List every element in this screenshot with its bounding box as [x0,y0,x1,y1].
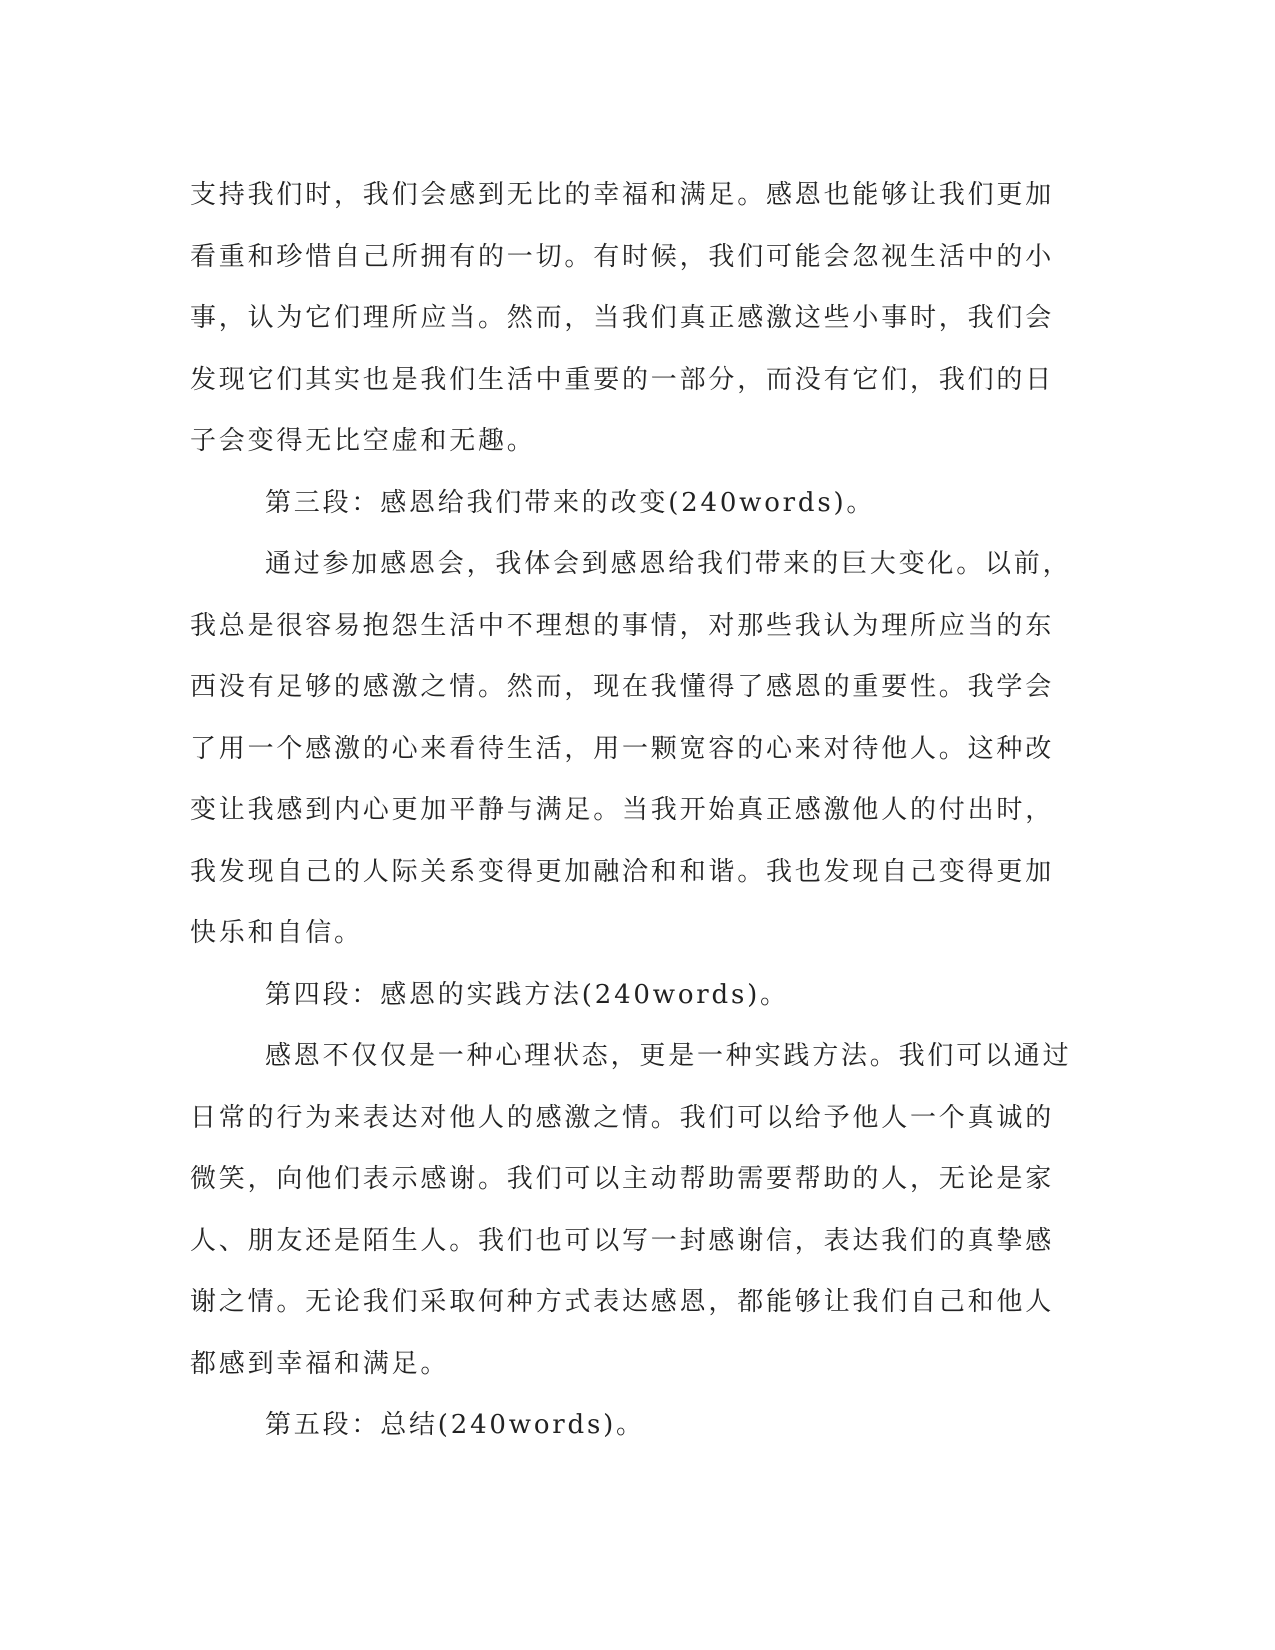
text-line: 谢之情。无论我们采取何种方式表达感恩，都能够让我们自己和他人 [190,1287,1055,1317]
text-line: 西没有足够的感激之情。然而，现在我懂得了感恩的重要性。我学会 [190,672,1055,702]
paragraph-section-3 [190,534,1070,965]
text-line: 支持我们时，我们会感到无比的幸福和满足。感恩也能够让我们更加 [190,180,1055,210]
text-line: 微笑，向他们表示感谢。我们可以主动帮助需要帮助的人，无论是家 [190,1164,1055,1194]
text-line: 事，认为它们理所应当。然而，当我们真正感激这些小事时，我们会 [190,303,1055,333]
text-line: 了用一个感激的心来看待生活，用一颗宽容的心来对待他人。这种改 [190,733,1055,764]
text-line: 看重和珍惜自己所拥有的一切。有时候，我们可能会忽视生活中的小 [190,241,1055,272]
section-heading-5 [190,1395,1070,1457]
text-line: 日常的行为来表达对他人的感激之情。我们可以给予他人一个真诚的 [190,1102,1055,1133]
paragraph-section-4 [190,1026,1070,1395]
text-line: 我总是很容易抱怨生活中不理想的事情，对那些我认为理所应当的东 [190,610,1055,641]
heading-text: 第五段：总结(240words)。 [265,1410,645,1440]
text-line: 通过参加感恩会，我体会到感恩给我们带来的巨大变化。以前， [265,549,1072,579]
document-page [190,165,1070,1457]
heading-text: 第三段：感恩给我们带来的改变(240words)。 [265,487,876,518]
text-line: 子会变得无比空虚和无趣。 [190,426,536,456]
paragraph-continued [190,165,1070,473]
heading-text: 第四段：感恩的实践方法(240words)。 [265,979,789,1010]
text-line: 变让我感到内心更加平静与满足。当我开始真正感激他人的付出时， [190,795,1055,825]
text-line: 快乐和自信。 [190,918,363,948]
text-line: 我发现自己的人际关系变得更加融洽和和谐。我也发现自己变得更加 [190,856,1055,887]
text-line: 发现它们其实也是我们生活中重要的一部分，而没有它们，我们的日 [190,364,1055,395]
section-heading-4 [190,965,1070,1027]
text-line: 人、朋友还是陌生人。我们也可以写一封感谢信，表达我们的真挚感 [190,1225,1055,1256]
text-line: 感恩不仅仅是一种心理状态，更是一种实践方法。我们可以通过 [265,1041,1072,1071]
section-heading-3 [190,473,1070,535]
text-line: 都感到幸福和满足。 [190,1348,450,1379]
